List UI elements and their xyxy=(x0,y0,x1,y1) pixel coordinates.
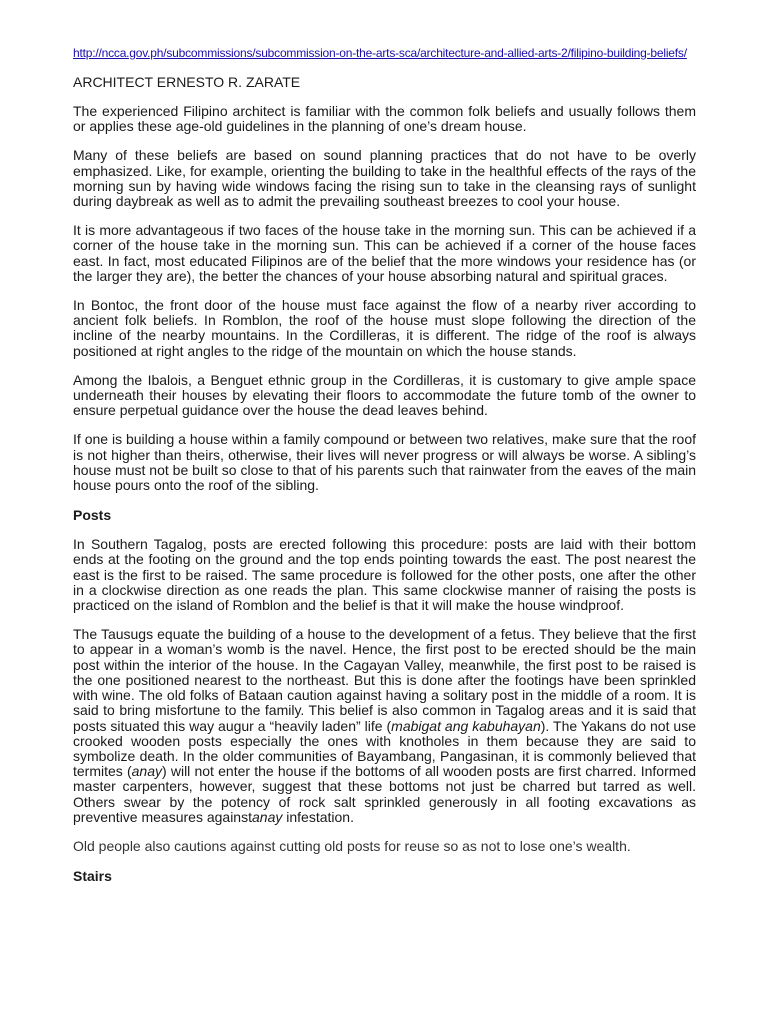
text-run: The Tausugs equate the building of a house to the development of a fetus. They believe that the first to appear in a woman’s womb is the navel. Hence, the first post to be erected should be the main post within the interior of the house. In the Cagayan Valley, meanwhile, the first post to be raised is the one positioned nearest to the northeast. But this is done after the footings have been sprinkled with wine. The old folks of Bataan caution against having a solitary post in the middle of a room. It is said to bring misfortune to the family. This belief is also common in Tagalog areas and it is said that posts situated this way augur a “heavily laden” life ( xyxy=(73,626,696,734)
italic-term: anay xyxy=(252,808,283,825)
source-link[interactable]: http://ncca.gov.ph/subcommissions/subcommission-on-the-arts-sca/architecture-and-allied-arts-2/filipino-building-beliefs/ xyxy=(73,46,687,60)
paragraph-planning: Many of these beliefs are based on sound planning practices that do not have to be overly emphasized. Like, for example, orienting the building to take in the healthful effects of the rays of the morning sun by having wide windows facing the rising sun to take in the cleansing rays of sunlight during daybreak as well as to admit the prevailing southeast breezes to cool your house. xyxy=(73,147,696,210)
author-line: ARCHITECT ERNESTO R. ZARATE xyxy=(73,74,301,90)
text-run: ). The Yakans do not use crooked wooden posts especially the ones with knotholes in them because they are said to symbolize death. In the older communities of Bayambang, Pangasinan, it is commonly believed that termites ( xyxy=(73,717,696,780)
text-run: ) will not enter the house if the bottoms of all wooden posts are first charred. Informed master carpenters, however, suggest that these bottoms not just be charred but tarred as well. Others swear by the potency of rock salt sprinkled generously in all footing excavations as preventive measures against xyxy=(73,763,696,825)
section-heading-stairs: Stairs xyxy=(73,868,112,885)
italic-term: anay xyxy=(131,763,162,780)
paragraph-family-compound: If one is building a house within a family compound or between two relatives, make sure that the roof is not higher than theirs, otherwise, their lives will never progress or will always be worse. A sibling’s house must not be built so close to that of his parents such that rainwater from the eaves of the main house pours onto the roof of the sibling. xyxy=(73,431,696,494)
paragraph-posts-tausugs xyxy=(73,627,696,825)
paragraph-morning-sun: It is more advantageous if two faces of the house take in the morning sun. This can be achieved if a corner of the house take in the morning sun. This can be achieved if a corner of the house faces east. In fact, most educated Filipinos are of the belief that the more windows your residence has (or the larger they are), the better the chances of your house absorbing natural and spiritual graces. xyxy=(73,222,696,284)
paragraph-bontoc: In Bontoc, the front door of the house must face against the flow of a nearby river according to ancient folk beliefs. In Romblon, the roof of the house must slope following the direction of the incline of the nearby mountains. In the Cordilleras, it is different. The ridge of the roof is always positioned at right angles to the ridge of the mountain on which the house stands. xyxy=(73,297,696,359)
paragraph-posts-southern-tagalog: In Southern Tagalog, posts are erected following this procedure: posts are laid with their bottom ends at the footing on the ground and the top ends pointing towards the east. The post nearest the east is the first to be raised. The same procedure is followed for the other posts, one after the other in a clockwise direction as one reads the plan. This same clockwise manner of raising the posts is practiced on the island of Romblon and the belief is that it will make the house windproof. xyxy=(73,536,696,614)
section-heading-posts: Posts xyxy=(73,507,112,524)
paragraph-ibalois: Among the Ibalois, a Benguet ethnic group in the Cordilleras, it is customary to give ample space underneath their houses by elevating their floors to accommodate the future tomb of the owner to ensure perpetual guidance over the house the dead leaves behind. xyxy=(73,371,696,419)
paragraph-old-posts: Old people also cautions against cutting old posts for reuse so as not to lose one’s wealth. xyxy=(73,837,631,854)
italic-term: mabigat ang kabuhayan xyxy=(391,717,541,734)
paragraph-intro: The experienced Filipino architect is familiar with the common folk beliefs and usually follows them or applies these age-old guidelines in the planning of one’s dream house. xyxy=(73,103,696,135)
text-run: infestation. xyxy=(282,808,354,825)
